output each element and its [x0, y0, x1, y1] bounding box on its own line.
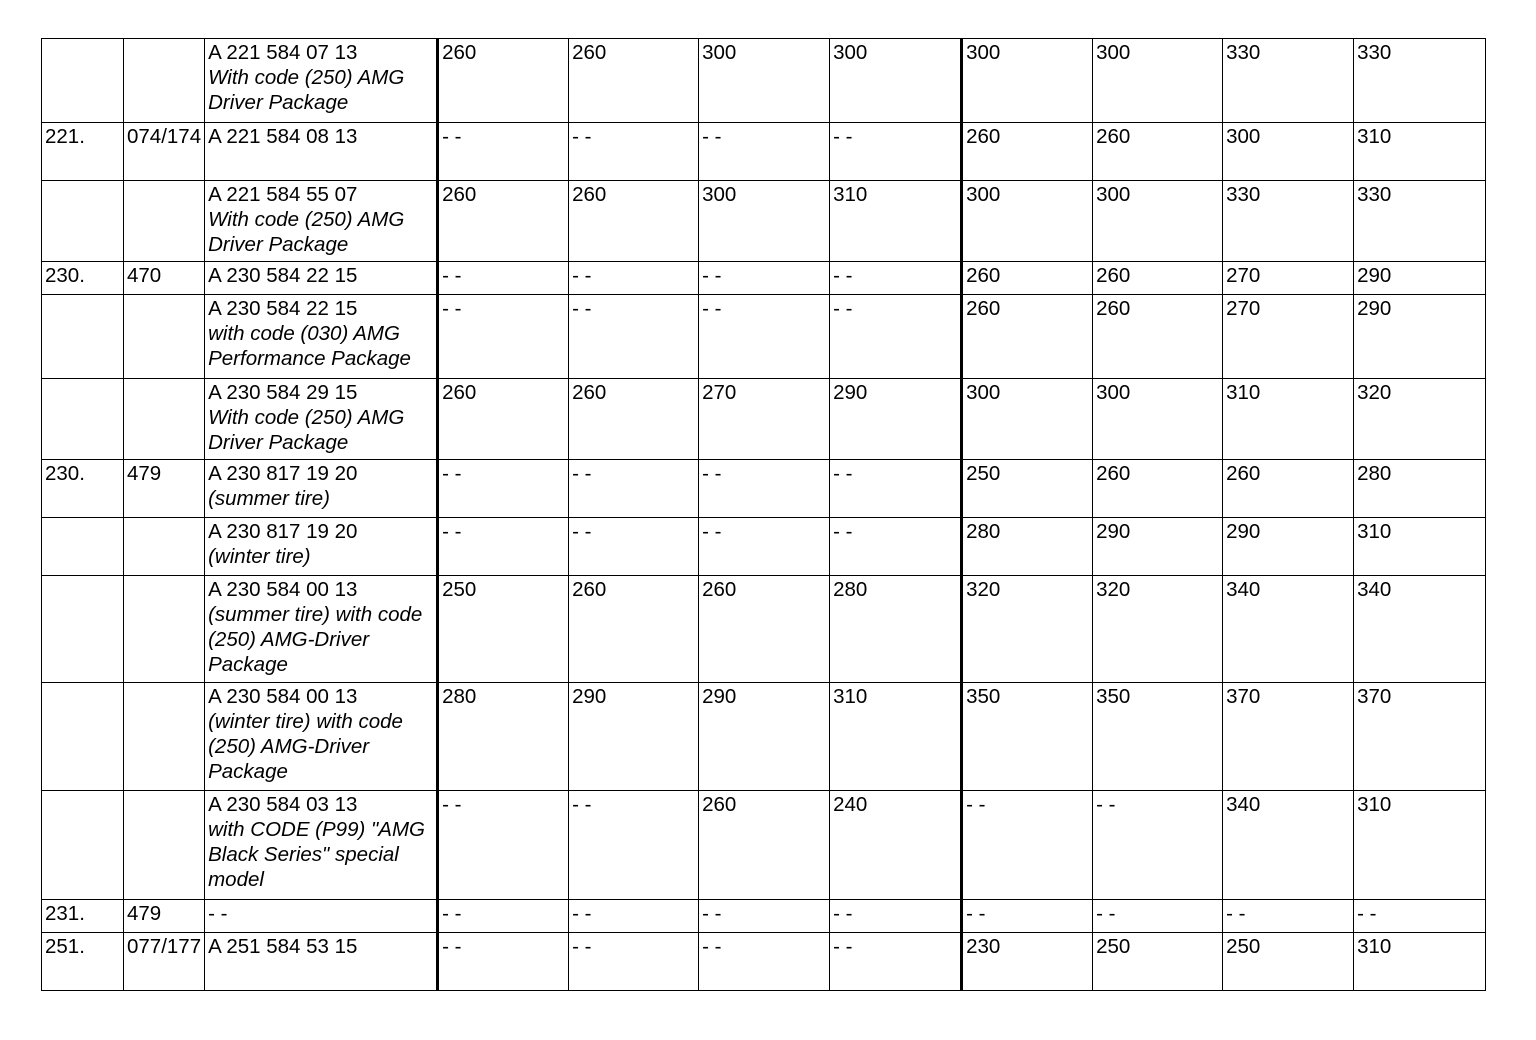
value-cell: 300 [962, 39, 1093, 123]
value-cell: 330 [1223, 181, 1354, 262]
code-cell: 470 [124, 262, 205, 295]
part-number: A 230 584 03 13 [208, 793, 358, 816]
part-number-cell [205, 181, 438, 262]
part-number: A 221 584 55 07 [208, 183, 358, 206]
value-cell: 340 [1223, 791, 1354, 900]
model-cell [42, 683, 124, 791]
code-cell: 077/177 [124, 933, 205, 991]
table-body [42, 39, 1486, 991]
part-note: with CODE (P99) "AMG Black Series" special model [208, 818, 425, 891]
value-cell: - - [569, 900, 699, 933]
table-row [42, 900, 1486, 933]
value-cell: - - [569, 295, 699, 379]
part-number: A 230 584 00 13 [208, 578, 358, 601]
value-cell: - - [699, 933, 830, 991]
value-cell: - - [569, 123, 699, 181]
value-cell: - - [438, 518, 569, 576]
value-cell: - - [438, 123, 569, 181]
value-cell: - - [438, 900, 569, 933]
value-cell: 300 [1223, 123, 1354, 181]
value-cell: 290 [1093, 518, 1223, 576]
value-cell: - - [830, 262, 962, 295]
value-cell: 260 [699, 576, 830, 683]
value-cell: 260 [569, 379, 699, 460]
part-note: With code (250) AMG Driver Package [208, 406, 405, 454]
value-cell: 330 [1354, 181, 1486, 262]
value-cell: 260 [1223, 460, 1354, 518]
part-number-cell [205, 900, 438, 933]
value-cell: - - [438, 262, 569, 295]
value-cell: 300 [699, 181, 830, 262]
value-cell: - - [1093, 791, 1223, 900]
value-cell: - - [569, 518, 699, 576]
table-row [42, 181, 1486, 262]
model-cell: 231. [42, 900, 124, 933]
code-cell: 479 [124, 900, 205, 933]
value-cell: 300 [1093, 39, 1223, 123]
part-note: (summer tire) with code (250) AMG-Driver Package [208, 603, 423, 676]
value-cell: 260 [1093, 460, 1223, 518]
value-cell: 260 [699, 791, 830, 900]
value-cell: 310 [830, 683, 962, 791]
value-cell: - - [830, 123, 962, 181]
value-cell: - - [962, 900, 1093, 933]
value-cell: 310 [1354, 933, 1486, 991]
part-number: A 221 584 07 13 [208, 41, 358, 64]
value-cell: - - [438, 295, 569, 379]
code-cell: 074/174 [124, 123, 205, 181]
value-cell: - - [962, 791, 1093, 900]
value-cell: 290 [1354, 295, 1486, 379]
table-row [42, 683, 1486, 791]
part-number: A 230 584 29 15 [208, 381, 358, 404]
value-cell: 370 [1354, 683, 1486, 791]
part-note: (winter tire) with code (250) AMG-Driver Package [208, 710, 403, 783]
value-cell: 290 [1223, 518, 1354, 576]
value-cell: - - [830, 518, 962, 576]
part-number-cell [205, 262, 438, 295]
value-cell: 260 [569, 39, 699, 123]
speed-limit-table [41, 38, 1486, 991]
value-cell: 320 [1093, 576, 1223, 683]
value-cell: - - [1354, 900, 1486, 933]
value-cell: 280 [830, 576, 962, 683]
model-cell [42, 39, 124, 123]
code-cell [124, 791, 205, 900]
part-note: With code (250) AMG Driver Package [208, 66, 405, 114]
part-number: A 230 817 19 20 [208, 520, 358, 543]
value-cell: - - [699, 460, 830, 518]
value-cell: 260 [1093, 295, 1223, 379]
model-cell: 251. [42, 933, 124, 991]
model-cell [42, 791, 124, 900]
value-cell: 310 [1354, 123, 1486, 181]
value-cell: - - [569, 262, 699, 295]
code-cell [124, 576, 205, 683]
model-cell: 221. [42, 123, 124, 181]
model-cell [42, 576, 124, 683]
model-cell [42, 295, 124, 379]
value-cell: 260 [962, 295, 1093, 379]
value-cell: 330 [1354, 39, 1486, 123]
part-number: A 221 584 08 13 [208, 125, 358, 148]
code-cell [124, 683, 205, 791]
part-note: with code (030) AMG Performance Package [208, 322, 411, 370]
value-cell: 260 [569, 181, 699, 262]
value-cell: 350 [1093, 683, 1223, 791]
part-number-cell [205, 379, 438, 460]
part-number: A 230 584 00 13 [208, 685, 358, 708]
value-cell: 300 [1093, 379, 1223, 460]
part-number: A 230 817 19 20 [208, 462, 358, 485]
code-cell: 479 [124, 460, 205, 518]
table-row [42, 123, 1486, 181]
value-cell: 250 [438, 576, 569, 683]
part-number-cell [205, 518, 438, 576]
value-cell: - - [1223, 900, 1354, 933]
value-cell: - - [830, 900, 962, 933]
value-cell: - - [699, 518, 830, 576]
value-cell: - - [699, 262, 830, 295]
value-cell: 240 [830, 791, 962, 900]
value-cell: - - [1093, 900, 1223, 933]
code-cell [124, 39, 205, 123]
table-row [42, 460, 1486, 518]
value-cell: 280 [1354, 460, 1486, 518]
value-cell: 280 [438, 683, 569, 791]
part-number: A 230 584 22 15 [208, 264, 358, 287]
value-cell: - - [699, 123, 830, 181]
part-number-cell [205, 39, 438, 123]
table-row [42, 791, 1486, 900]
value-cell: - - [438, 933, 569, 991]
table-row [42, 518, 1486, 576]
table-row [42, 39, 1486, 123]
value-cell: - - [569, 460, 699, 518]
model-cell [42, 518, 124, 576]
part-number: A 251 584 53 15 [208, 935, 358, 958]
value-cell: 340 [1223, 576, 1354, 683]
value-cell: 270 [1223, 295, 1354, 379]
value-cell: - - [699, 900, 830, 933]
value-cell: 260 [1093, 262, 1223, 295]
value-cell: 290 [569, 683, 699, 791]
part-number-cell [205, 576, 438, 683]
value-cell: 320 [1354, 379, 1486, 460]
value-cell: - - [569, 791, 699, 900]
value-cell: 310 [1223, 379, 1354, 460]
value-cell: 310 [830, 181, 962, 262]
table-row [42, 262, 1486, 295]
value-cell: - - [830, 933, 962, 991]
value-cell: 270 [1223, 262, 1354, 295]
value-cell: 300 [830, 39, 962, 123]
value-cell: 310 [1354, 791, 1486, 900]
code-cell [124, 379, 205, 460]
part-number-cell [205, 460, 438, 518]
value-cell: - - [569, 933, 699, 991]
model-cell [42, 181, 124, 262]
model-cell: 230. [42, 460, 124, 518]
value-cell: 300 [962, 181, 1093, 262]
part-number-cell [205, 791, 438, 900]
value-cell: 260 [438, 181, 569, 262]
part-number: - - [208, 902, 228, 925]
value-cell: 340 [1354, 576, 1486, 683]
part-number-cell [205, 295, 438, 379]
value-cell: 320 [962, 576, 1093, 683]
value-cell: 370 [1223, 683, 1354, 791]
value-cell: 290 [830, 379, 962, 460]
part-note: (winter tire) [208, 545, 311, 568]
model-cell [42, 379, 124, 460]
value-cell: 330 [1223, 39, 1354, 123]
value-cell: 250 [1093, 933, 1223, 991]
part-note: (summer tire) [208, 487, 330, 510]
part-number-cell [205, 683, 438, 791]
value-cell: - - [830, 295, 962, 379]
code-cell [124, 295, 205, 379]
part-number-cell [205, 123, 438, 181]
value-cell: 260 [1093, 123, 1223, 181]
value-cell: - - [699, 295, 830, 379]
value-cell: 260 [962, 262, 1093, 295]
part-number: A 230 584 22 15 [208, 297, 358, 320]
value-cell: 250 [962, 460, 1093, 518]
value-cell: - - [830, 460, 962, 518]
value-cell: 260 [962, 123, 1093, 181]
value-cell: 270 [699, 379, 830, 460]
value-cell: 300 [1093, 181, 1223, 262]
value-cell: 310 [1354, 518, 1486, 576]
value-cell: 230 [962, 933, 1093, 991]
value-cell: 250 [1223, 933, 1354, 991]
code-cell [124, 181, 205, 262]
value-cell: 260 [438, 39, 569, 123]
model-cell: 230. [42, 262, 124, 295]
table-row [42, 379, 1486, 460]
part-note: With code (250) AMG Driver Package [208, 208, 405, 256]
value-cell: 350 [962, 683, 1093, 791]
value-cell: 290 [1354, 262, 1486, 295]
part-number-cell [205, 933, 438, 991]
table-row [42, 295, 1486, 379]
table-row [42, 576, 1486, 683]
value-cell: 260 [438, 379, 569, 460]
value-cell: 290 [699, 683, 830, 791]
value-cell: 260 [569, 576, 699, 683]
code-cell [124, 518, 205, 576]
value-cell: 300 [699, 39, 830, 123]
value-cell: - - [438, 791, 569, 900]
value-cell: 300 [962, 379, 1093, 460]
value-cell: 280 [962, 518, 1093, 576]
value-cell: - - [438, 460, 569, 518]
table-row [42, 933, 1486, 991]
